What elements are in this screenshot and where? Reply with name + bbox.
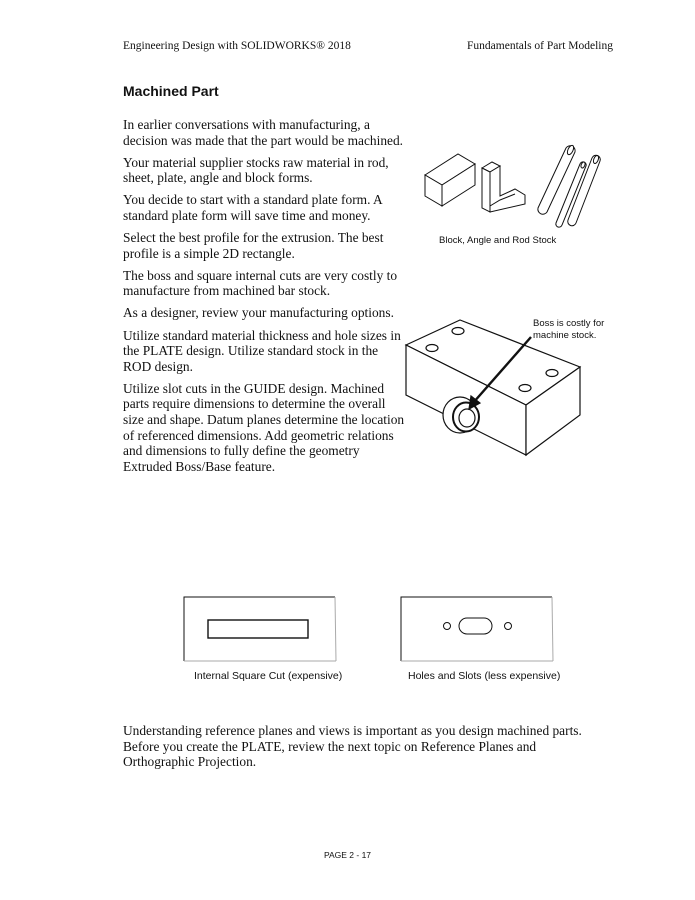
- paragraph: In earlier conversations with manufacturing, a decision was made that the part would be machined.: [123, 117, 404, 148]
- paragraph: Your material supplier stocks raw material in rod, sheet, plate, angle and block forms.: [123, 154, 389, 186]
- page-number: PAGE 2 - 17: [323, 850, 372, 860]
- paragraph: Understanding reference planes and views is important as you design machined parts. Before you create the PLATE, review the next topic on Reference Planes and Orthographic Projection.: [123, 723, 582, 770]
- paragraph: Utilize slot cuts in the GUIDE design. Machined parts require dimensions to determine the overall size and shape. Datum planes determine the location of referenced dimensions. Add geometric relations and dimensions to fully define the geometry Extruded Boss/Base feature.: [123, 380, 405, 474]
- paragraph: As a designer, review your manufacturing options.: [123, 305, 394, 321]
- header-left: Engineering Design with SOLIDWORKS® 2018: [123, 40, 351, 52]
- boss-note-line2: machine stock.: [533, 330, 597, 341]
- section-title: Machined Part: [123, 83, 219, 99]
- header-right: Fundamentals of Part Modeling: [467, 40, 613, 52]
- square-cut-caption: Internal Square Cut (expensive): [194, 670, 343, 682]
- boss-note-line1: Boss is costly for: [533, 318, 605, 329]
- closing-paragraph: [123, 723, 603, 770]
- stock-caption: Block, Angle and Rod Stock: [439, 235, 557, 246]
- holes-and-slots-illustration: [400, 595, 555, 665]
- body-text: [123, 117, 408, 481]
- paragraph: Select the best profile for the extrusion. The best profile is a simple 2D rectangle.: [123, 230, 384, 261]
- paragraph: You decide to start with a standard plate form. A standard plate form will save time and money.: [123, 192, 382, 223]
- holes-slots-caption: Holes and Slots (less expensive): [408, 670, 561, 682]
- paragraph: The boss and square internal cuts are very costly to manufacture from machined bar stock.: [123, 267, 398, 299]
- internal-square-cut-illustration: [183, 595, 338, 665]
- stock-shapes-illustration: [420, 140, 610, 230]
- paragraph: Utilize standard material thickness and hole sizes in the PLATE design. Utilize standard stock in the ROD design.: [123, 327, 401, 374]
